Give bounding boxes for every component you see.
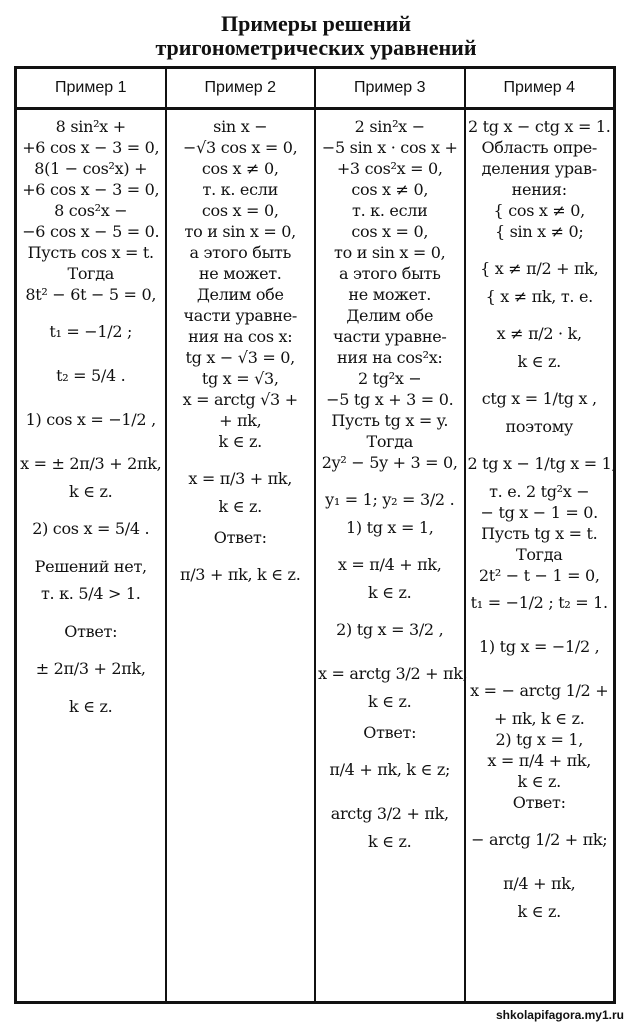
math-line: { cos x ≠ 0, bbox=[493, 201, 585, 220]
math-line: Тогда bbox=[366, 432, 414, 451]
math-line: k ∈ z. bbox=[69, 482, 113, 501]
math-line: т. е. 2 tg²x − bbox=[489, 482, 590, 501]
math-line: t₁ = −1/2 ; t₂ = 1. bbox=[470, 593, 608, 612]
math-line: 2y² − 5y + 3 = 0, bbox=[321, 453, 458, 472]
column-header: Пример 2 bbox=[167, 69, 315, 110]
math-line: Решений нет, bbox=[34, 557, 147, 576]
math-line: x ≠ π/2 · k, bbox=[496, 324, 582, 343]
math-line: x = π/4 + πk, bbox=[337, 555, 442, 574]
column-body bbox=[316, 110, 468, 852]
math-line: π/4 + πk, bbox=[503, 874, 576, 893]
math-line: k ∈ z. bbox=[517, 772, 561, 791]
math-line: части уравне- bbox=[183, 306, 298, 325]
math-line: x = arctg √3 + bbox=[182, 390, 298, 409]
math-line: т. к. если bbox=[352, 201, 428, 220]
column-example-4 bbox=[466, 69, 617, 1001]
math-line: 2) tg x = 1, bbox=[495, 730, 584, 749]
column-body bbox=[17, 110, 165, 717]
math-line: +6 cos x − 3 = 0, bbox=[22, 138, 160, 157]
math-line: k ∈ z. bbox=[517, 352, 561, 371]
math-line: π/4 + πk, k ∈ z; bbox=[329, 760, 451, 779]
math-line: π/3 + πk, k ∈ z. bbox=[180, 565, 301, 584]
column-body bbox=[167, 110, 315, 592]
math-line: t₂ = 5/4 . bbox=[56, 366, 126, 385]
math-line: { sin x ≠ 0; bbox=[494, 222, 584, 241]
math-line: { x ≠ πk, т. е. bbox=[485, 287, 593, 306]
math-line: cos x = 0, bbox=[351, 222, 429, 241]
math-line: sin x − bbox=[213, 117, 268, 136]
site-watermark: shkolapifagora.my1.ru bbox=[495, 1008, 624, 1022]
math-line: Пусть cos x = t. bbox=[27, 243, 154, 262]
math-line: k ∈ z. bbox=[517, 902, 561, 921]
math-line: 2) cos x = 5/4 . bbox=[32, 519, 150, 538]
math-line: ctg x = 1/tg x , bbox=[481, 389, 597, 408]
math-line: т. к. 5/4 > 1. bbox=[40, 584, 141, 603]
math-line: не может. bbox=[198, 264, 282, 283]
math-line: −6 cos x − 5 = 0. bbox=[22, 222, 160, 241]
math-line: Тогда bbox=[67, 264, 115, 283]
math-line: x = arctg 3/2 + πk, bbox=[318, 664, 468, 683]
column-example-1 bbox=[17, 69, 167, 1001]
math-line: деления урав- bbox=[481, 159, 597, 178]
math-line: 8t² − 6t − 5 = 0, bbox=[25, 285, 157, 304]
math-line: k ∈ z. bbox=[368, 692, 412, 711]
math-line: −√3 cos x = 0, bbox=[183, 138, 298, 157]
math-line: части уравне- bbox=[332, 327, 447, 346]
math-line: cos x = 0, bbox=[201, 201, 279, 220]
math-line: 1) tg x = 1, bbox=[345, 518, 434, 537]
examples-table bbox=[14, 66, 616, 1004]
column-example-2 bbox=[167, 69, 317, 1001]
math-line: 1) cos x = −1/2 , bbox=[25, 410, 156, 429]
math-line: y₁ = 1; y₂ = 3/2 . bbox=[325, 490, 455, 509]
math-line: не может. bbox=[348, 285, 432, 304]
math-line: k ∈ z. bbox=[69, 697, 113, 716]
math-line: k ∈ z. bbox=[368, 832, 412, 851]
math-line: Пусть tg x = t. bbox=[481, 524, 598, 543]
math-line: поэтому bbox=[505, 417, 573, 436]
math-line: x = π/4 + πk, bbox=[487, 751, 592, 770]
math-line: k ∈ z. bbox=[368, 583, 412, 602]
math-line: k ∈ z. bbox=[218, 497, 262, 516]
math-line: 1) tg x = −1/2 , bbox=[479, 637, 600, 656]
math-line: 8 sin²x + bbox=[55, 117, 126, 136]
math-line: 2 tg²x − bbox=[358, 369, 422, 388]
math-line: 2t² − t − 1 = 0, bbox=[478, 566, 600, 585]
math-line: то и sin x = 0, bbox=[334, 243, 446, 262]
title-line-1: Примеры решений bbox=[220, 11, 412, 36]
column-example-3 bbox=[316, 69, 466, 1001]
math-line: 2 sin²x − bbox=[354, 117, 425, 136]
math-line: −5 sin x · cos x + bbox=[321, 138, 458, 157]
math-line: +3 cos²x = 0, bbox=[336, 159, 443, 178]
math-line: 8 cos²x − bbox=[54, 201, 128, 220]
math-line: 2) tg x = 3/2 , bbox=[336, 620, 444, 639]
column-body bbox=[466, 110, 617, 922]
math-line: ± 2π/3 + 2πk, bbox=[35, 659, 146, 678]
math-line: t₁ = −1/2 ; bbox=[49, 322, 133, 341]
math-line: x = π/3 + πk, bbox=[188, 469, 293, 488]
math-line: то и sin x = 0, bbox=[184, 222, 296, 241]
column-header: Пример 3 bbox=[316, 69, 464, 110]
math-line: Ответ: bbox=[213, 528, 267, 547]
math-line: т. к. если bbox=[202, 180, 278, 199]
math-line: Ответ: bbox=[64, 622, 118, 641]
math-line: tg x = √3, bbox=[201, 369, 279, 388]
math-line: Делим обе bbox=[196, 285, 284, 304]
math-line: Делим обе bbox=[346, 306, 434, 325]
math-line: Тогда bbox=[515, 545, 563, 564]
column-header: Пример 1 bbox=[17, 69, 165, 110]
math-line: 2 tg x − 1/tg x = 1, bbox=[467, 454, 617, 473]
math-line: 8(1 − cos²x) + bbox=[34, 159, 148, 178]
math-line: 2 tg x − ctg x = 1. bbox=[467, 117, 611, 136]
math-line: cos x ≠ 0, bbox=[201, 159, 279, 178]
page-title bbox=[0, 12, 632, 60]
math-line: +6 cos x − 3 = 0, bbox=[22, 180, 160, 199]
math-line: Ответ: bbox=[512, 793, 566, 812]
math-line: ния на cos x: bbox=[188, 327, 293, 346]
math-line: ния на cos²x: bbox=[336, 348, 443, 367]
math-line: Область опре- bbox=[481, 138, 598, 157]
math-line: а этого быть bbox=[189, 243, 291, 262]
math-line: Ответ: bbox=[363, 723, 417, 742]
math-line: arctg 3/2 + πk, bbox=[330, 804, 449, 823]
math-line: −5 tg x + 3 = 0. bbox=[326, 390, 454, 409]
math-line: + πk, bbox=[219, 411, 262, 430]
math-line: − arctg 1/2 + πk; bbox=[471, 830, 608, 849]
math-line: { x ≠ π/2 + πk, bbox=[480, 259, 599, 278]
math-line: Пусть tg x = y. bbox=[331, 411, 449, 430]
math-line: x = ± 2π/3 + 2πk, bbox=[20, 454, 162, 473]
math-line: + πk, k ∈ z. bbox=[493, 709, 585, 728]
math-line: нения: bbox=[511, 180, 567, 199]
title-line-2: тригонометрических уравнений bbox=[155, 35, 477, 60]
math-line: tg x − √3 = 0, bbox=[185, 348, 295, 367]
math-line: cos x ≠ 0, bbox=[351, 180, 429, 199]
math-line: − tg x − 1 = 0. bbox=[480, 503, 598, 522]
math-line: а этого быть bbox=[338, 264, 441, 283]
math-line: k ∈ z. bbox=[218, 432, 262, 451]
column-header: Пример 4 bbox=[466, 69, 614, 110]
math-line: x = − arctg 1/2 + bbox=[470, 681, 609, 700]
